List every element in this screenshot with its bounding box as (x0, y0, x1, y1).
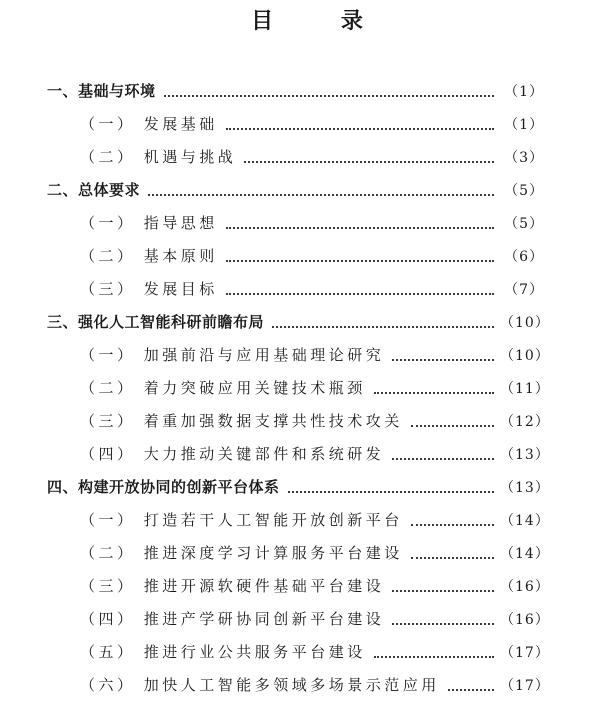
toc-entry-label: （一） 指导思想 (80, 214, 218, 232)
toc-entry[interactable] (0, 206, 614, 239)
toc-entry-label: 二、总体要求 (47, 181, 141, 199)
toc-entry-label: （四） 推进产学研协同创新平台建设 (80, 610, 385, 628)
toc-entry-page: （14） (500, 545, 550, 562)
toc-entry-label: （三） 发展目标 (80, 280, 218, 298)
toc-entry[interactable] (0, 470, 614, 503)
toc-entry[interactable] (0, 371, 614, 404)
toc-entry[interactable] (0, 668, 614, 701)
toc-entry[interactable] (0, 404, 614, 437)
toc-leader-dots (288, 473, 494, 493)
toc-leader-dots (392, 440, 494, 460)
toc-entry-label: 三、强化人工智能科研前瞻布局 (47, 313, 265, 331)
toc-entry-page: （13） (500, 479, 550, 496)
toc-entry-page: （5） (504, 182, 544, 199)
toc-leader-dots (411, 539, 494, 559)
toc-entry-page: （17） (500, 644, 550, 661)
toc-leader-dots (374, 638, 494, 658)
toc-entry[interactable] (0, 503, 614, 536)
toc-leader-dots (244, 143, 494, 163)
toc-leader-dots (392, 341, 494, 361)
toc-entry-page: （7） (504, 281, 544, 298)
toc-entry[interactable] (0, 74, 614, 107)
toc-entry-page: （11） (500, 380, 550, 397)
toc-leader-dots (411, 407, 494, 427)
toc-entry-label: （二） 推进深度学习计算服务平台建设 (80, 544, 403, 562)
toc-leader-dots (374, 374, 494, 394)
toc-entry[interactable] (0, 239, 614, 272)
toc-entry-page: （1） (504, 116, 544, 133)
toc-entry-label: （四） 大力推动关键部件和系统研发 (80, 445, 385, 463)
toc-entry[interactable] (0, 107, 614, 140)
toc-entry-label: （三） 着重加强数据支撑共性技术攻关 (80, 412, 403, 430)
toc-entry-label: （三） 推进开源软硬件基础平台建设 (80, 577, 385, 595)
toc-entry-page: （10） (500, 347, 550, 364)
toc-leader-dots (392, 572, 494, 592)
toc-entry-label: （六） 加快人工智能多领域多场景示范应用 (80, 676, 440, 694)
toc-entry[interactable] (0, 272, 614, 305)
toc-entry-label: （二） 着力突破应用关键技术瓶颈 (80, 379, 366, 397)
toc-entry-page: （16） (500, 578, 550, 595)
toc-entry[interactable] (0, 305, 614, 338)
toc-entry-page: （1） (504, 83, 544, 100)
toc-entry-label: （二） 机遇与挑战 (80, 148, 237, 166)
toc-leader-dots (164, 77, 494, 97)
toc-leader-dots (226, 242, 494, 262)
toc-leader-dots (148, 176, 494, 196)
toc-entry[interactable] (0, 569, 614, 602)
toc-leader-dots (272, 308, 494, 328)
toc-entry[interactable] (0, 140, 614, 173)
toc-entry-page: （3） (504, 149, 544, 166)
toc-entry-page: （12） (500, 413, 550, 430)
toc-entry-page: （13） (500, 446, 550, 463)
toc-entry-page: （14） (500, 512, 550, 529)
toc-entry-label: 四、构建开放协同的创新平台体系 (47, 478, 280, 496)
toc-entry-label: （五） 推进行业公共服务平台建设 (80, 643, 366, 661)
toc-entry-label: （一） 加强前沿与应用基础理论研究 (80, 346, 385, 364)
toc-entry-page: （5） (504, 215, 544, 232)
toc-leader-dots (411, 506, 494, 526)
toc-leader-dots (226, 209, 494, 229)
toc-entry[interactable] (0, 338, 614, 371)
toc-entry[interactable] (0, 635, 614, 668)
toc-entry-page: （6） (504, 248, 544, 265)
toc-entry[interactable] (0, 602, 614, 635)
toc-leader-dots (392, 605, 494, 625)
page-title: 目 录 (251, 9, 393, 34)
toc-entry-page: （10） (500, 314, 550, 331)
toc-leader-dots (448, 671, 494, 691)
toc-entry-label: （二） 基本原则 (80, 247, 218, 265)
toc-leader-dots (226, 275, 494, 295)
toc-leader-dots (226, 110, 494, 130)
toc-entry-page: （17） (500, 677, 550, 694)
toc-entry-label: （一） 发展基础 (80, 115, 218, 133)
toc-entry-label: 一、基础与环境 (47, 82, 156, 100)
toc-entry[interactable] (0, 437, 614, 470)
toc-entry[interactable] (0, 536, 614, 569)
toc-entry-page: （16） (500, 611, 550, 628)
toc-entry[interactable] (0, 173, 614, 206)
toc-entry-label: （一） 打造若干人工智能开放创新平台 (80, 511, 403, 529)
